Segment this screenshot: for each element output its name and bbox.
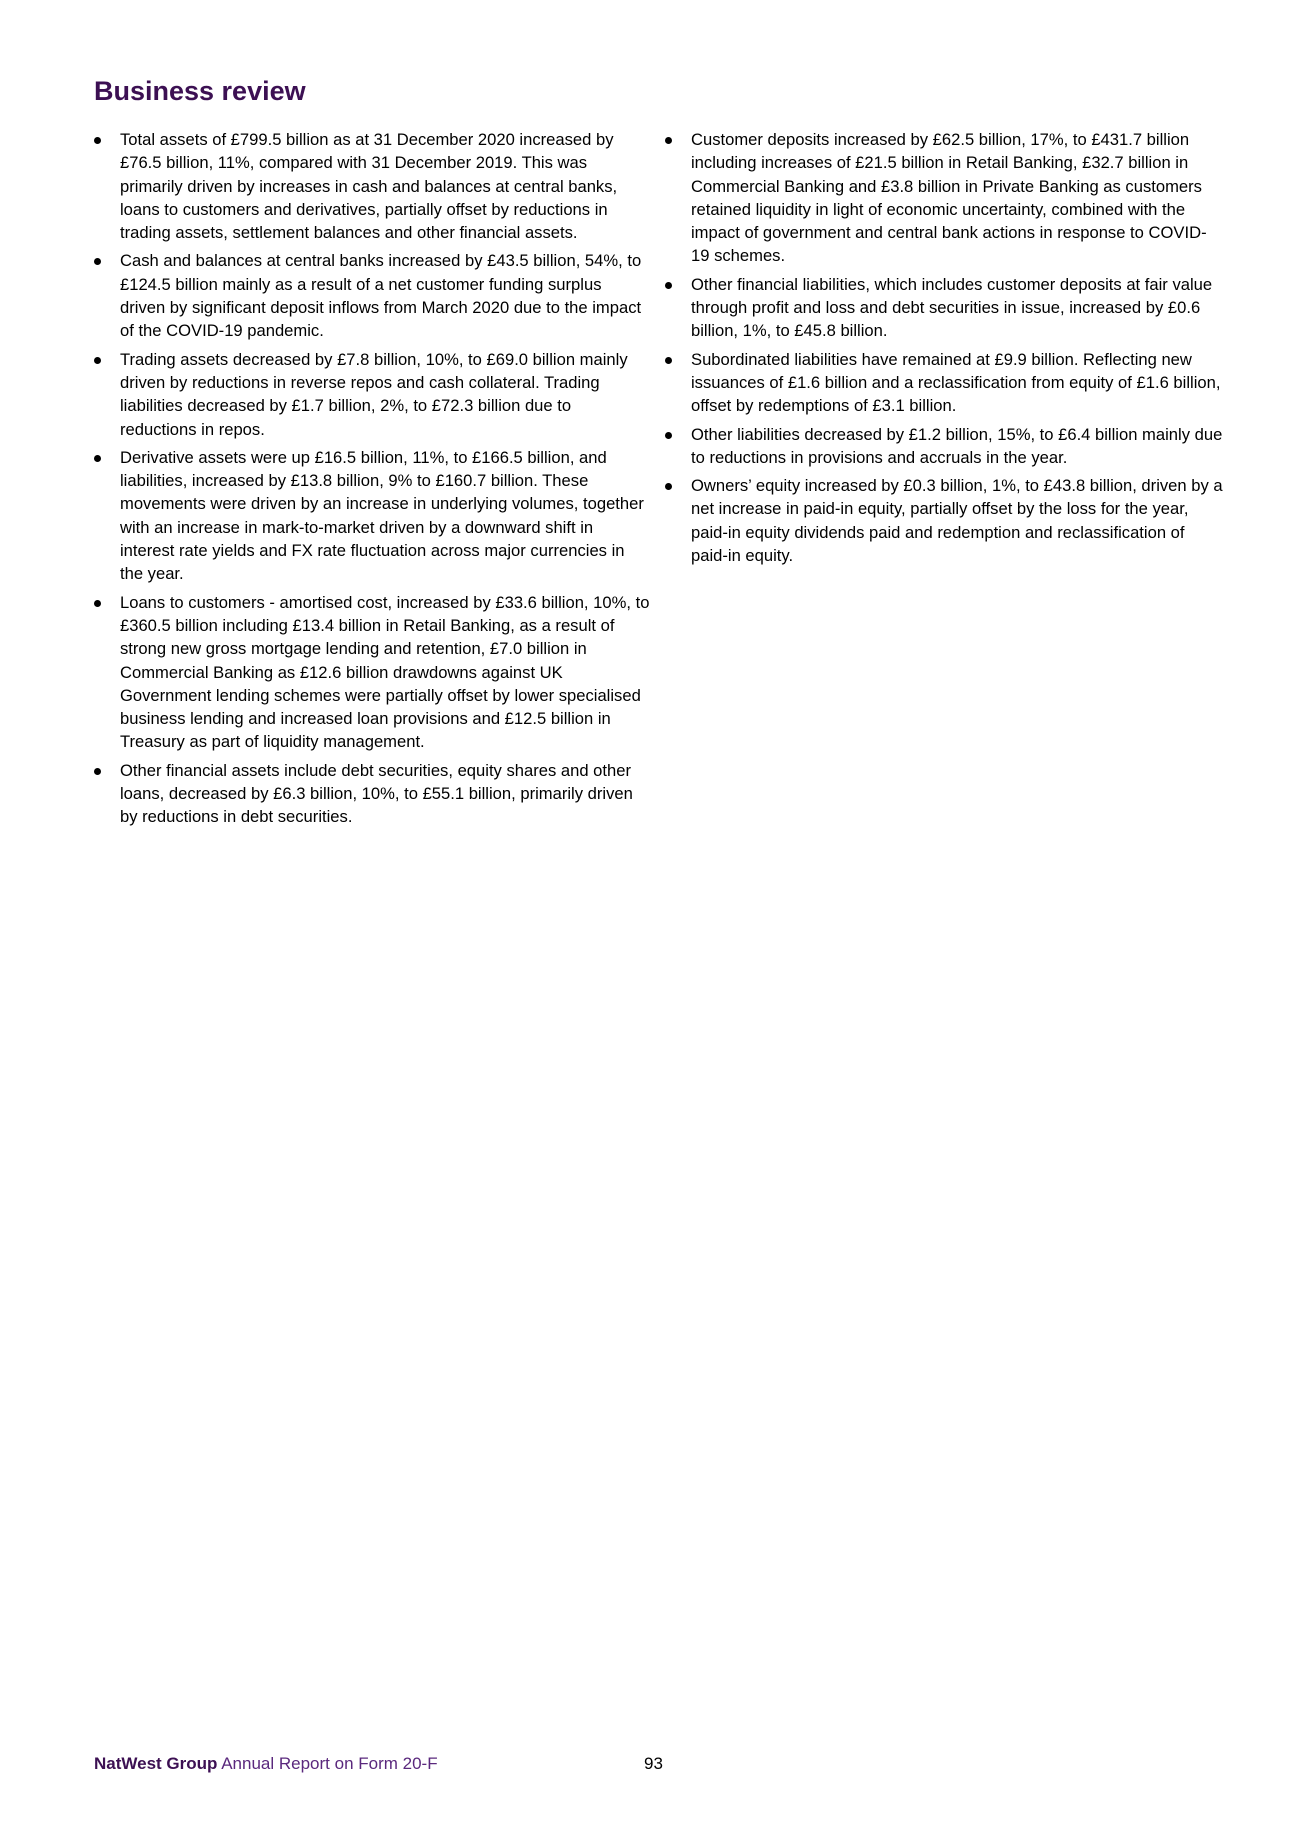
bullet-point-icon: [94, 357, 101, 364]
bullet-cash-balances: [94, 249, 650, 342]
bullet-text: Customer deposits increased by £62.5 billion, 17%, to £431.7 billion including increases of £21.5 billion in Retail Banking, £32.7 billion in Commercial Banking and £3.8 billion in Private Banking as customers retained liquidity in light of economic uncertainty, combined with the impact of government and central bank actions in response to COVID-19 schemes.: [691, 130, 1207, 266]
page-number: 93: [644, 1754, 663, 1773]
bullet-point-icon: [665, 357, 672, 364]
bullet-total-assets: [94, 128, 650, 244]
footer-report-name: Annual Report on Form 20-F: [221, 1754, 438, 1773]
bullet-text: Loans to customers - amortised cost, increased by £33.6 billion, 10%, to £360.5 billion including £13.4 billion in Retail Banking, as a result of strong new gross mortgage lending and retention, £7.0 billion in Commercial Banking as £12.6 billion drawdowns against UK Government lending schemes were partially offset by lower specialised business lending and increased loan provisions and £12.5 billion in Treasury as part of liquidity management.: [120, 592, 650, 752]
bullet-owners-equity: [665, 474, 1225, 567]
bullet-text: Other financial liabilities, which includes customer deposits at fair value through profit and loss and debt securities in issue, increased by £0.6 billion, 1%, to £45.8 billion.: [691, 274, 1213, 341]
bullet-customer-deposits: [665, 128, 1225, 268]
bullet-point-icon: [665, 432, 672, 439]
bullet-point-icon: [94, 455, 101, 462]
bullet-text: Trading assets decreased by £7.8 billion, 10%, to £69.0 billion mainly driven by reductions in reverse repos and cash collateral. Trading liabilities decreased by £1.7 billion, 2%, to £72.3 billion due to reductions in repos.: [120, 349, 628, 439]
bullet-other-liabilities: [665, 423, 1225, 470]
footer-brand: NatWest Group: [94, 1754, 218, 1773]
bullet-text: Total assets of £799.5 billion as at 31 December 2020 increased by £76.5 billion, 11%, compared with 31 December 2019. This was primarily driven by increases in cash and balances at central banks, loans to customers and derivatives, partially offset by reductions in trading assets, settlement balances and other financial assets.: [120, 130, 618, 243]
page-title: Business review: [94, 76, 306, 106]
left-column-bullet-list: [94, 128, 650, 834]
bullet-point-icon: [94, 600, 101, 607]
bullet-point-icon: [665, 137, 672, 144]
bullet-other-financial-assets: [94, 759, 650, 829]
bullet-point-icon: [665, 483, 672, 490]
bullet-text: Cash and balances at central banks increased by £43.5 billion, 54%, to £124.5 billion mainly as a result of a net customer funding surplus driven by significant deposit inflows from March 2020 due to the impact of the COVID-19 pandemic.: [120, 251, 642, 341]
bullet-text: Owners’ equity increased by £0.3 billion, 1%, to £43.8 billion, driven by a net increase in paid-in equity, partially offset by the loss for the year, paid-in equity dividends paid and redemption and reclassification of paid-in equity.: [691, 476, 1223, 566]
bullet-text: Derivative assets were up £16.5 billion, 11%, to £166.5 billion, and liabilities, increased by £13.8 billion, 9% to £160.7 billion. These movements were driven by an increase in underlying volumes, together with an increase in mark-to-market driven by a downward shift in interest rate yields and FX rate fluctuation across major currencies in the year.: [120, 447, 644, 584]
bullet-point-icon: [665, 282, 672, 289]
bullet-other-financial-liabilities: [665, 273, 1225, 343]
bullet-loans-to-customers: [94, 591, 650, 754]
bullet-point-icon: [94, 137, 101, 144]
bullet-trading-assets: [94, 348, 650, 441]
bullet-text: Other liabilities decreased by £1.2 billion, 15%, to £6.4 billion mainly due to reductions in provisions and accruals in the year.: [691, 424, 1223, 467]
right-column-bullet-list: [665, 128, 1225, 572]
bullet-derivative-assets: [94, 446, 650, 586]
bullet-point-icon: [94, 768, 101, 775]
bullet-text: Other financial assets include debt securities, equity shares and other loans, decreased by £6.3 billion, 10%, to £55.1 billion, primarily driven by reductions in debt securities.: [120, 760, 633, 827]
bullet-subordinated-liabilities: [665, 348, 1225, 418]
bullet-text: Subordinated liabilities have remained at £9.9 billion. Reflecting new issuances of £1.6 billion and a reclassification from equity of £1.6 billion, offset by redemptions of £3.1 billion.: [691, 349, 1221, 416]
footer-report-title: [94, 1754, 438, 1774]
bullet-point-icon: [94, 258, 101, 265]
